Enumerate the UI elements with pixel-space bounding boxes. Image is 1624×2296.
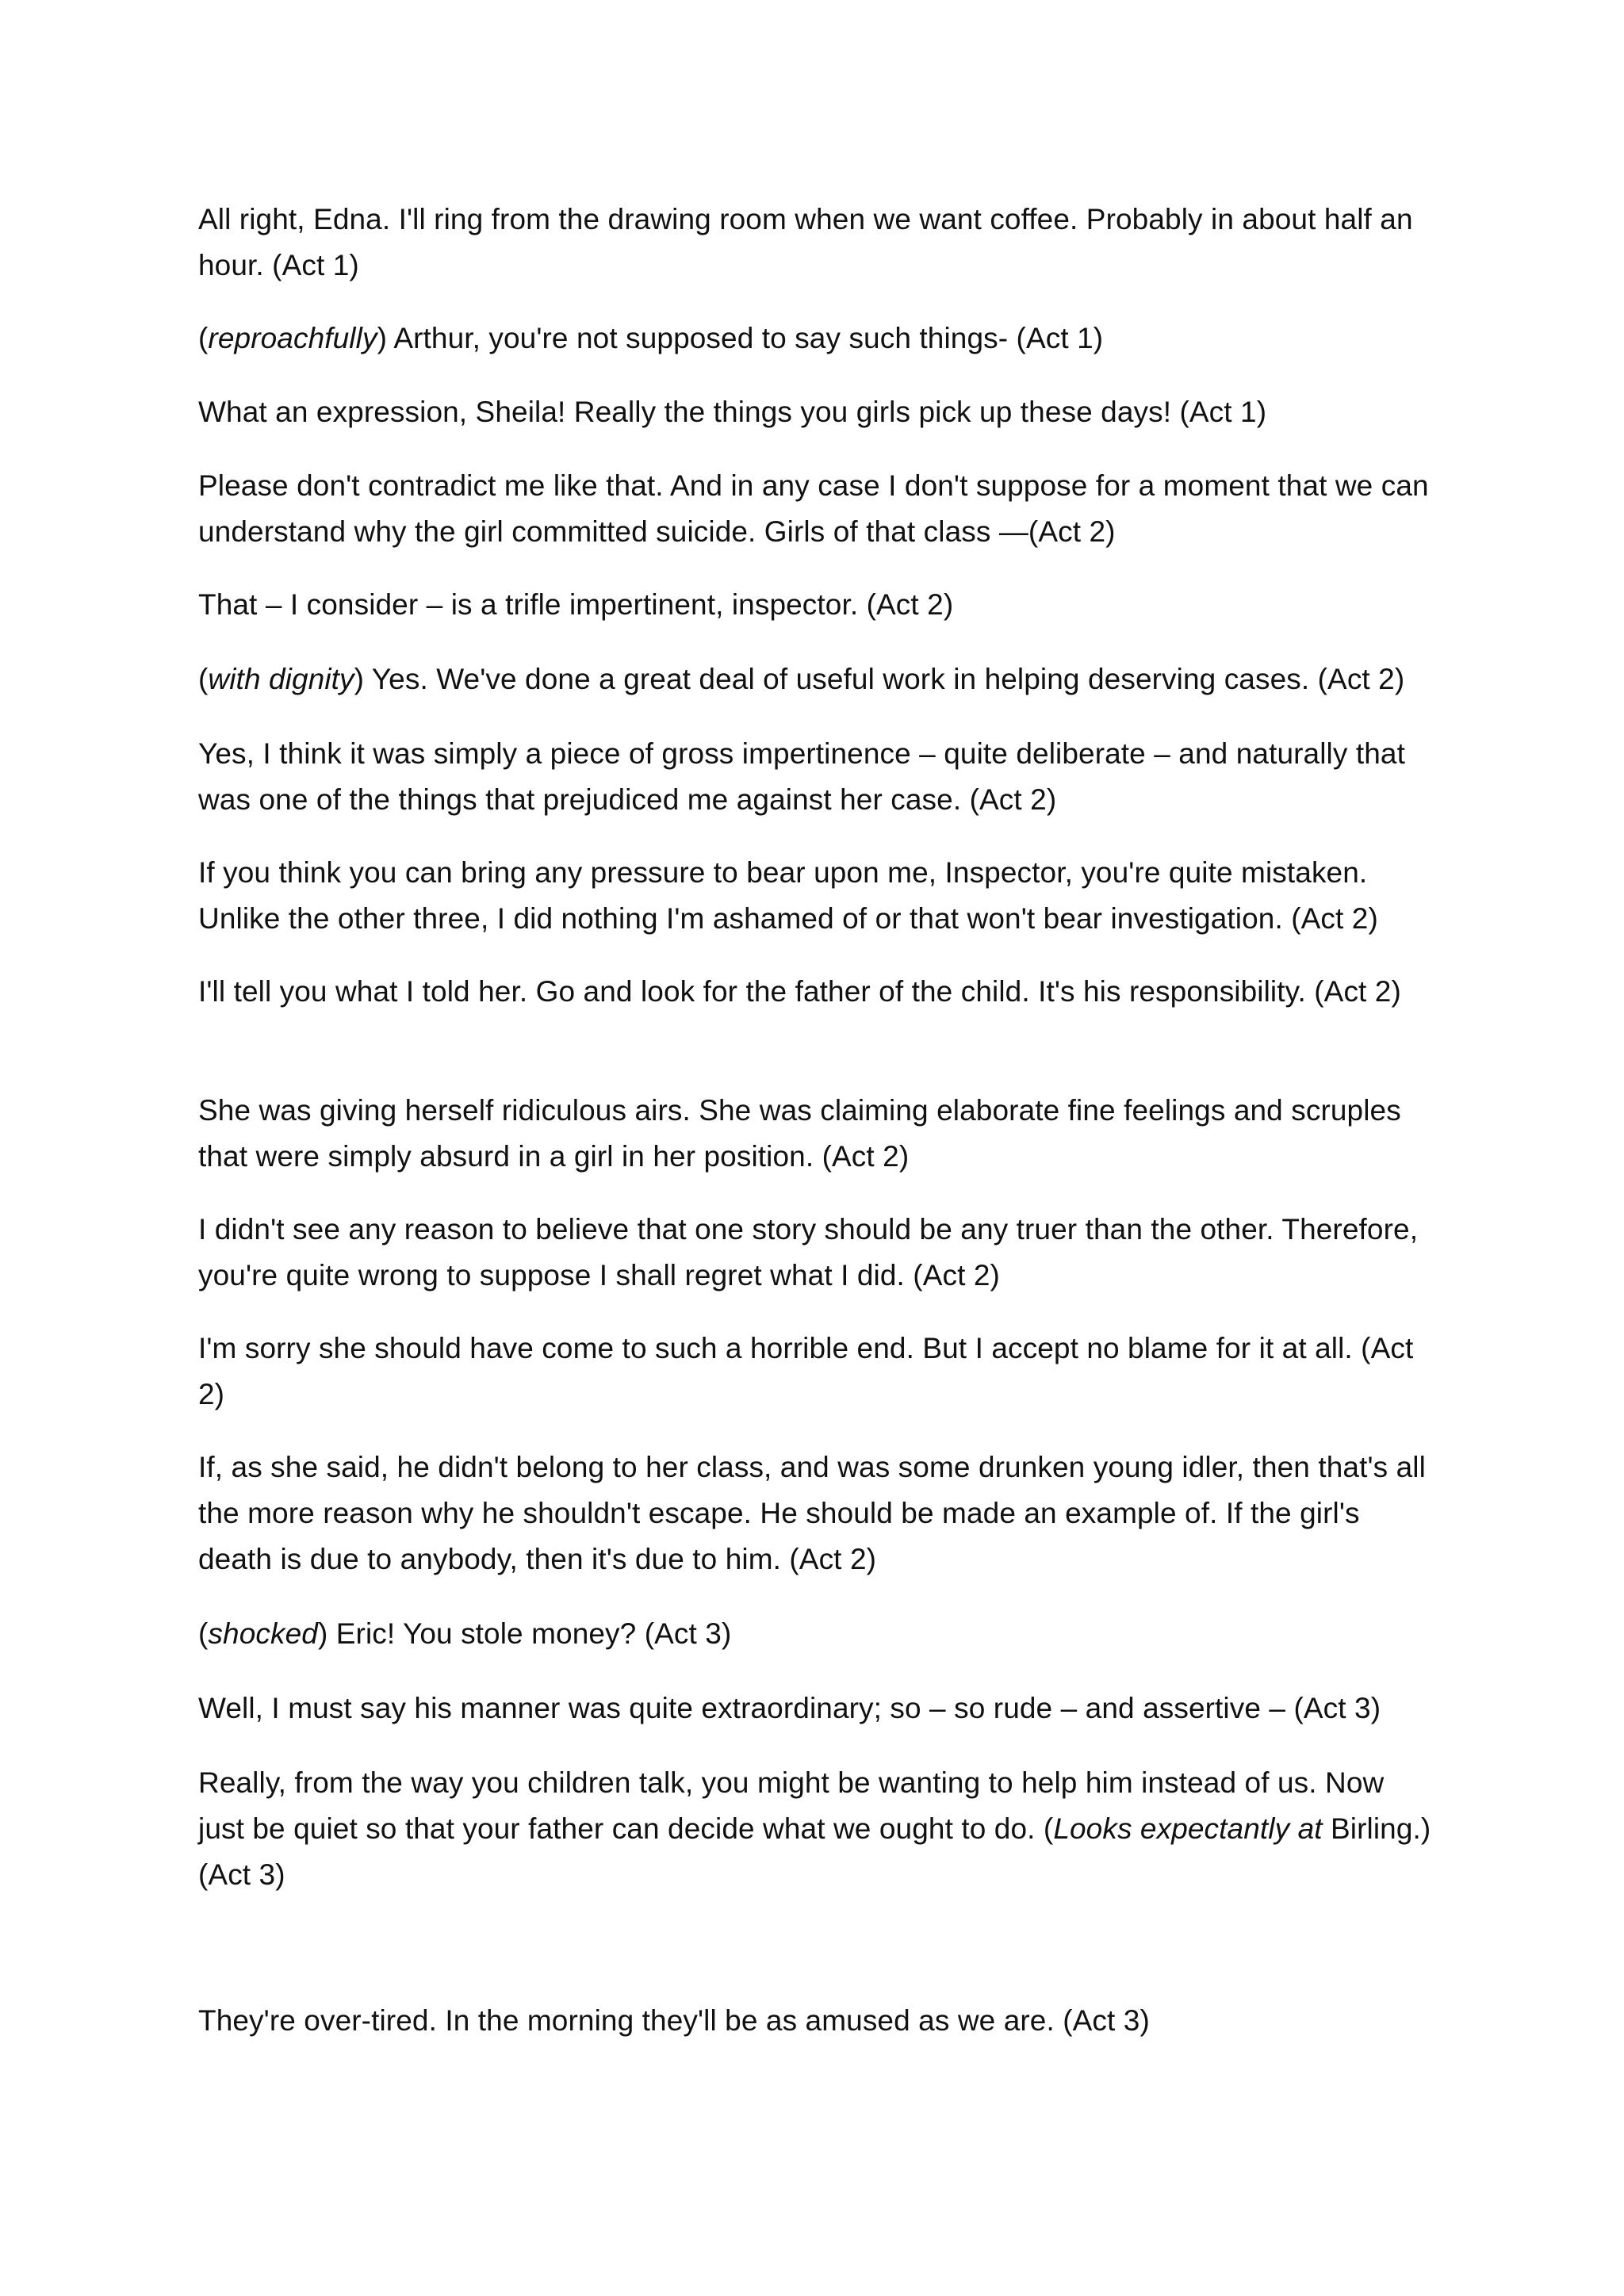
quote-paragraph bbox=[198, 1686, 1435, 1732]
quote-text: Please don't contradict me like that. And in any case I don't suppose for a moment that we can understand why the girl committed suicide. Girls of that class —(Act 2) bbox=[198, 469, 1429, 548]
quote-paragraph bbox=[198, 1326, 1435, 1418]
quote-text: She was giving herself ridiculous airs. She was claiming elaborate fine feelings and scruples that were simply absurd in a girl in her position. (Act 2) bbox=[198, 1094, 1401, 1173]
stage-direction: Looks expectantly at bbox=[1053, 1812, 1323, 1845]
quote-paragraph bbox=[198, 731, 1435, 823]
quote-text: All right, Edna. I'll ring from the drawing room when we want coffee. Probably in about half an hour. (Act 1) bbox=[198, 203, 1413, 281]
quote-paragraph bbox=[198, 197, 1435, 289]
quote-paragraph bbox=[198, 582, 1435, 628]
quote-text: I'll tell you what I told her. Go and look for the father of the child. It's his responsibility. (Act 2) bbox=[198, 975, 1401, 1008]
quote-text: I didn't see any reason to believe that one story should be any truer than the other. Therefore, you're quite wrong to suppose I shall regret what I did. (Act 2) bbox=[198, 1213, 1419, 1292]
quote-paragraph bbox=[198, 850, 1435, 942]
quote-text: That – I consider – is a trifle impertinent, inspector. (Act 2) bbox=[198, 588, 954, 621]
quote-paragraph bbox=[198, 1088, 1435, 1180]
quote-text: ( bbox=[198, 1617, 209, 1650]
quote-text: Birling.) (Act 3) bbox=[198, 1812, 1431, 1891]
quote-text: ( bbox=[198, 322, 209, 354]
quote-text: ) Eric! You stole money? (Act 3) bbox=[317, 1617, 732, 1650]
quote-text: If you think you can bring any pressure to bear upon me, Inspector, you're quite mistaken. Unlike the other three, I did nothing I'm ashamed of or that won't bear investigation. (Act 2) bbox=[198, 856, 1378, 935]
quote-paragraph bbox=[198, 463, 1435, 555]
quote-text: I'm sorry she should have come to such a horrible end. But I accept no blame for it at all. (Act 2) bbox=[198, 1332, 1414, 1410]
quote-text: ( bbox=[198, 663, 209, 695]
quote-text: They're over-tired. In the morning they'll be as amused as we are. (Act 3) bbox=[198, 2004, 1150, 2037]
quote-text: Well, I must say his manner was quite extraordinary; so – so rude – and assertive – (Act 3) bbox=[198, 1692, 1381, 1724]
quote-paragraph bbox=[198, 1207, 1435, 1299]
quote-text: ) Yes. We've done a great deal of useful work in helping deserving cases. (Act 2) bbox=[354, 663, 1405, 695]
quote-text: If, as she said, he didn't belong to her class, and was some drunken young idler, then that's all the more reason why he shouldn't escape. He should be made an example of. If the girl's death is due to anybody, then it's due to him. (Act 2) bbox=[198, 1451, 1426, 1575]
quote-paragraph bbox=[198, 969, 1435, 1015]
quote-paragraph bbox=[198, 1445, 1435, 1582]
stage-direction: reproachfully bbox=[208, 322, 377, 354]
quote-text: Really, from the way you children talk, you might be wanting to help him instead of us. Now just be quiet so that your father can decide what we ought to do. ( bbox=[198, 1766, 1385, 1845]
quote-text: ) Arthur, you're not supposed to say such things- (Act 1) bbox=[377, 322, 1104, 354]
quote-paragraph bbox=[198, 389, 1435, 435]
quote-paragraph bbox=[198, 316, 1435, 362]
quote-paragraph bbox=[198, 656, 1435, 702]
quote-paragraph bbox=[198, 1998, 1435, 2044]
quote-text: Yes, I think it was simply a piece of gross impertinence – quite deliberate – and naturally that was one of the things that prejudiced me against her case. (Act 2) bbox=[198, 737, 1405, 816]
quote-text: What an expression, Sheila! Really the things you girls pick up these days! (Act 1) bbox=[198, 396, 1267, 428]
quote-paragraph bbox=[198, 1611, 1435, 1657]
quote-paragraph bbox=[198, 1760, 1435, 1898]
stage-direction: with dignity bbox=[208, 663, 354, 695]
stage-direction: shocked bbox=[208, 1617, 318, 1650]
